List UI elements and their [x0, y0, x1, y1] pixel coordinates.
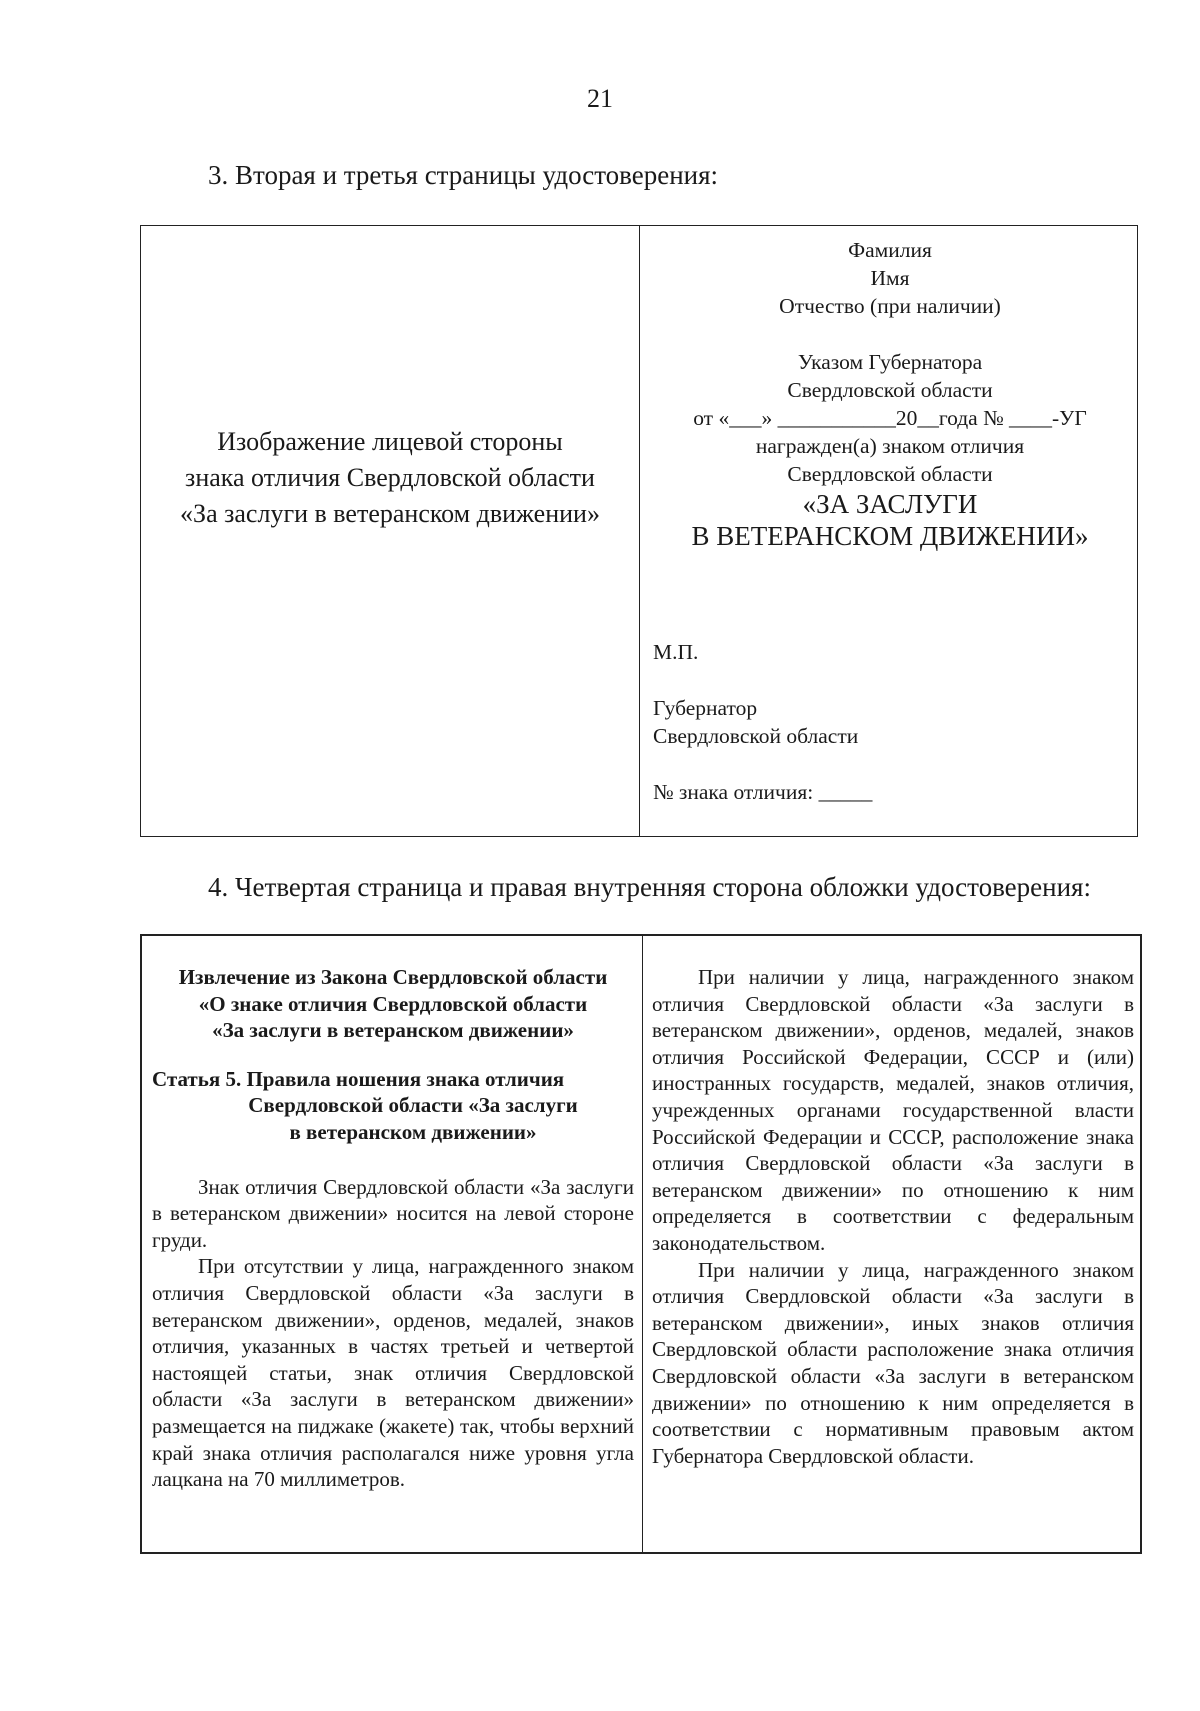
- article-paragraph: При наличии у лица, награжденного знаком отличия Свердловской области «За заслуги в ветеранском движении», иных знаков отличия Свердловской области расположение знака отличия Свердловской области «За заслуги в ветеранском движении» по отношению к ним определяется в соответствии с нормативным правовым актом Губернатора Свердловской области.: [652, 1257, 1134, 1468]
- law-extract-continuation-column: [652, 964, 1134, 1469]
- award-title-line: «ЗА ЗАСЛУГИ: [802, 489, 978, 519]
- law-title-line: Извлечение из Закона Свердловской области: [178, 965, 608, 989]
- governor-signature-label: Свердловской области: [653, 724, 859, 748]
- seal-placeholder: М.П.: [653, 640, 699, 664]
- medal-caption-line: «За заслуги в ветеранском движении»: [180, 499, 600, 528]
- article-heading-line: Статья 5. Правила ношения знака отличия: [152, 1066, 565, 1091]
- law-extract-title: [152, 964, 634, 1044]
- law-title-line: «За заслуги в ветеранском движении»: [212, 1018, 574, 1043]
- medal-caption-line: знака отличия Свердловской области: [185, 463, 595, 492]
- section-3-heading: 3. Вторая и третья страницы удостоверения:: [208, 160, 719, 190]
- award-title-line: В ВЕТЕРАНСКОМ ДВИЖЕНИИ»: [691, 521, 1089, 551]
- name-label: Имя: [870, 266, 910, 290]
- badge-number-line: № знака отличия: _____: [653, 780, 873, 804]
- certificate-pages-2-3-table: [140, 225, 1138, 837]
- article-paragraph: Знак отличия Свердловской области «За заслуги в ветеранском движении» носится на левой стороне груди.: [152, 1174, 634, 1252]
- page-number: 21: [587, 84, 613, 113]
- article-heading: [152, 1066, 634, 1146]
- awarded-line: награжден(а) знаком отличия: [755, 434, 1025, 458]
- law-title-line: «О знаке отличия Свердловской области: [198, 991, 588, 1016]
- article-paragraph: При отсутствии у лица, награжденного знаком отличия Свердловской области «За заслуги в ветеранском движении», орденов, медалей, знаков отличия, указанных в частях третьей и четвертой настоящей статьи, знак отличия Свердловской области «За заслуги в ветеранском движении» размещается на пиджаке (жакете) так, чтобы верхний край знака отличия располагался ниже уровня угла лацкана на 70 миллиметров.: [152, 1254, 634, 1492]
- decree-line: Свердловской области: [787, 378, 993, 402]
- section-4-heading: 4. Четвертая страница и правая внутренняя сторона обложки удостоверения:: [208, 872, 1091, 902]
- surname-label: Фамилия: [848, 238, 932, 262]
- patronymic-label: Отчество (при наличии): [779, 294, 1001, 318]
- article-heading-line: Свердловской области «За заслуги: [248, 1093, 578, 1118]
- column-divider: [639, 226, 640, 836]
- article-paragraph: При наличии у лица, награжденного знаком отличия Свердловской области «За заслуги в ветеранском движении», орденов, медалей, знаков отличия Российской Федерации, СССР и (или) иностранных государств, медалей, знаков отличия, учрежденных органами государственной власти Российской Федерации и СССР, расположение знака отличия Свердловской области «За заслуги в ветеранском движении» по отношению к ним определяется в соответствии с федеральным законодательством.: [652, 965, 1134, 1255]
- certificate-page-4-table: [140, 934, 1142, 1554]
- awarded-line: Свердловской области: [787, 462, 993, 486]
- column-divider: [642, 936, 643, 1552]
- medal-caption-line: Изображение лицевой стороны: [217, 427, 563, 456]
- decree-date-line: от «___» ___________20__года № ____-УГ: [693, 406, 1087, 430]
- governor-signature-label: Губернатор: [653, 696, 758, 720]
- law-extract-column: [152, 964, 634, 1493]
- decree-line: Указом Губернатора: [797, 350, 983, 374]
- article-heading-line: в ветеранском движении»: [289, 1119, 537, 1144]
- medal-image-placeholder: [141, 424, 639, 532]
- certificate-text-panel: [641, 226, 1139, 836]
